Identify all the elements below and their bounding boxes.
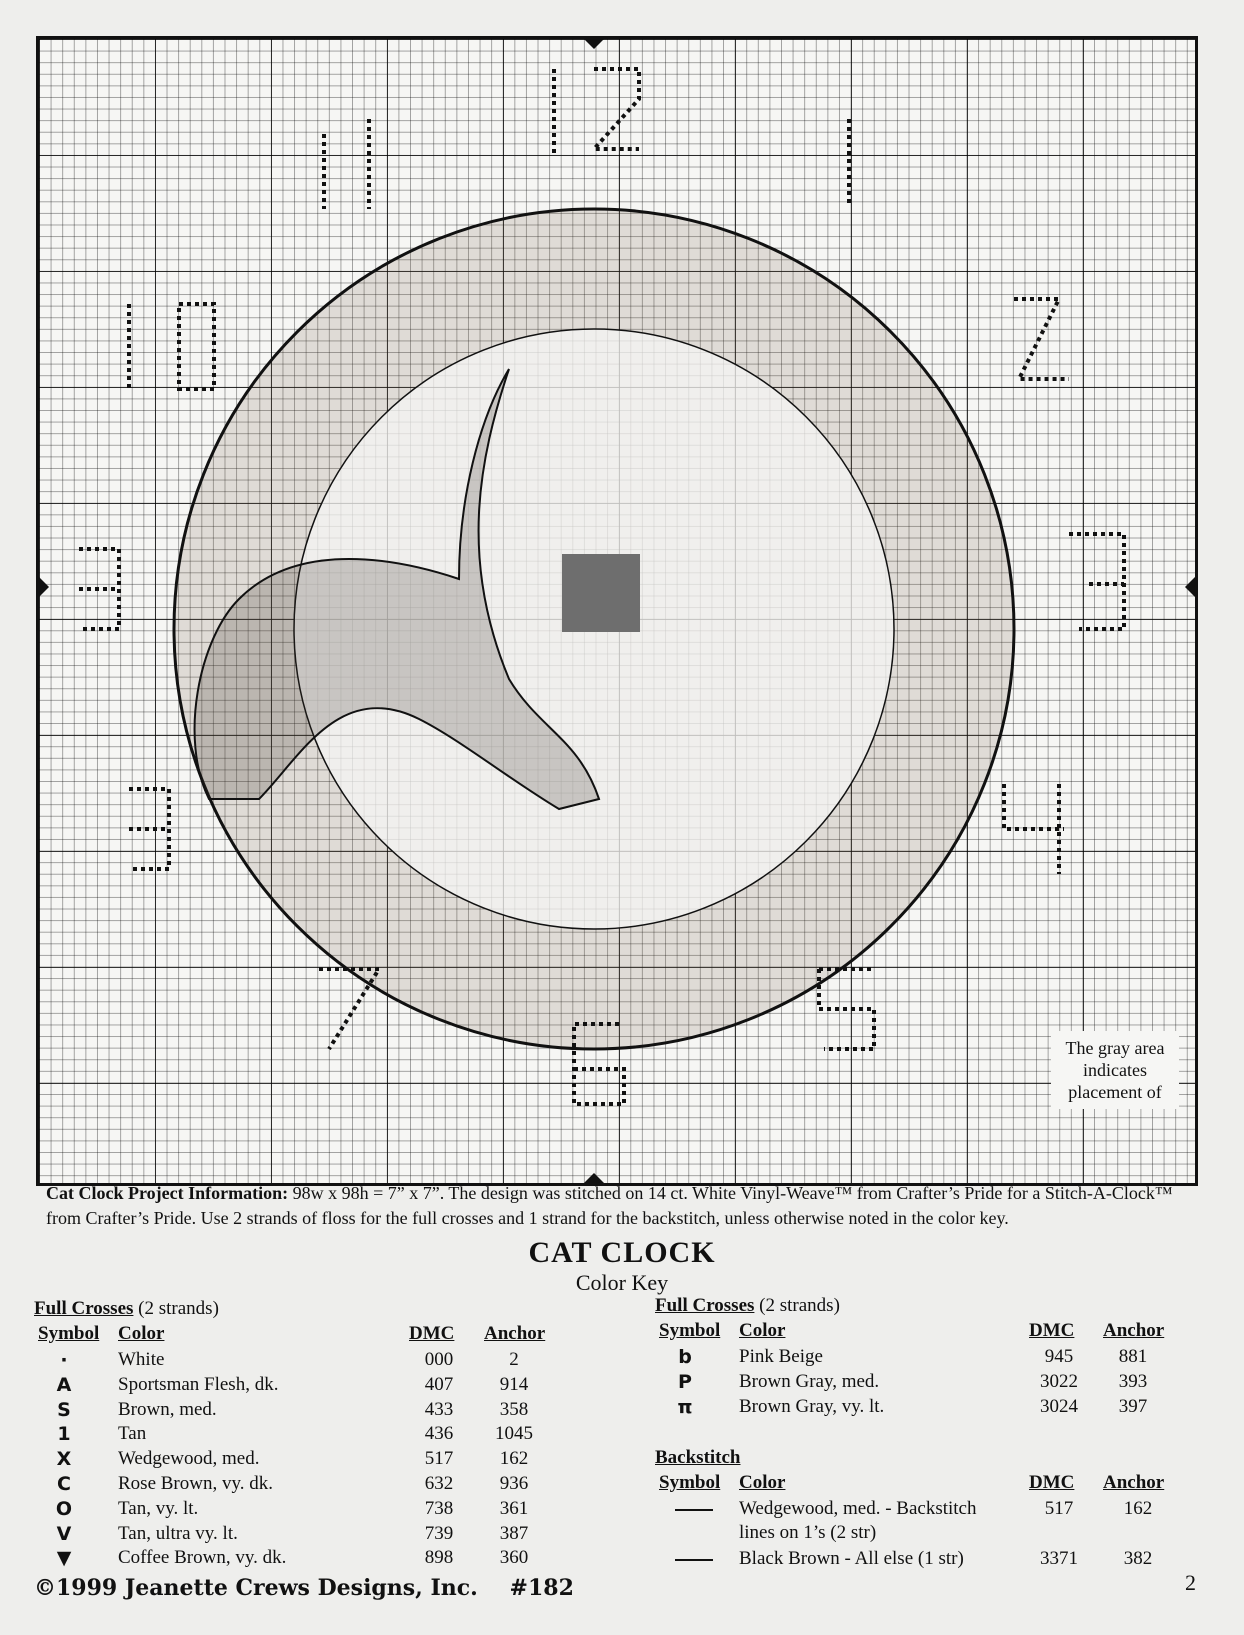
- left-section-note: (2 strands): [138, 1298, 219, 1319]
- header-color: Color: [118, 1323, 165, 1344]
- color-key-subtitle: Color Key: [575, 1270, 669, 1295]
- key-color-name: Pink Beige: [739, 1346, 823, 1367]
- key-symbol: X: [56, 1448, 72, 1471]
- header-symbol: Symbol: [659, 1472, 721, 1493]
- backstitch-anchor: 162: [1123, 1498, 1153, 1519]
- backstitch-header: [655, 1471, 1195, 1495]
- key-anchor-number: 914: [499, 1373, 529, 1395]
- numeral-4: [1004, 784, 1064, 874]
- key-dmc-number: 632: [424, 1473, 454, 1494]
- header-dmc: DMC: [1029, 1472, 1075, 1493]
- key-symbol: P: [678, 1370, 692, 1393]
- header-anchor: Anchor: [484, 1323, 546, 1344]
- key-dmc-number: 898: [424, 1547, 454, 1569]
- key-anchor-number: 397: [1118, 1395, 1148, 1417]
- numeral-10: [129, 304, 214, 389]
- backstitch-row-continued: [655, 1521, 1195, 1545]
- clock-movement-area: [562, 554, 640, 632]
- numeral-2: [1014, 299, 1069, 379]
- key-dmc-number: 517: [424, 1448, 454, 1470]
- header-anchor: Anchor: [1103, 1320, 1165, 1341]
- key-color-name: Tan, ultra vy. lt.: [118, 1522, 238, 1544]
- key-row: [34, 1348, 574, 1372]
- header-color: Color: [739, 1320, 786, 1341]
- project-info-label: Cat Clock Project Information:: [46, 1183, 289, 1203]
- backstitch-dmc: 3371: [1040, 1548, 1078, 1569]
- key-dmc-number: 738: [424, 1497, 454, 1519]
- backstitch-anchor: 382: [1123, 1548, 1153, 1569]
- backstitch-line-symbol: [675, 1497, 713, 1521]
- key-symbol: b: [678, 1346, 692, 1368]
- key-color-name: White: [118, 1349, 165, 1370]
- project-info-text: 98w x 98h = 7” x 7”. The design was stitched on 14 ct. White Vinyl-Weave™ from Crafter’s Pride for a Stitch-A-Clock™ from Crafter’s Pride. Use 2 strands of floss for the full crosses and 1 strand for the backstitch, unless otherwise noted in the color key.: [46, 1183, 1173, 1228]
- left-center-marker: [39, 577, 49, 597]
- key-row: [34, 1472, 574, 1496]
- key-symbol: 1: [57, 1423, 71, 1446]
- header-symbol: Symbol: [659, 1320, 721, 1341]
- numeral-9: [79, 549, 119, 629]
- key-row: [655, 1395, 1195, 1419]
- key-color-name: Coffee Brown, vy. dk.: [118, 1547, 287, 1569]
- key-anchor-number: 358: [499, 1398, 529, 1420]
- key-color-name: Rose Brown, vy. dk.: [118, 1473, 273, 1494]
- numeral-3: [1069, 534, 1124, 629]
- left-key-header: [34, 1322, 574, 1346]
- key-row: [34, 1447, 574, 1471]
- right-section-title: Full Crosses: [655, 1295, 755, 1316]
- gray-area-note: The gray area indicates placement of: [1051, 1031, 1179, 1109]
- key-color-name: Tan: [118, 1423, 147, 1445]
- numeral-11: [324, 119, 369, 209]
- key-anchor-number: 360: [499, 1547, 529, 1569]
- key-dmc-number: 945: [1044, 1346, 1074, 1367]
- key-dmc-number: 433: [424, 1398, 454, 1420]
- left-section-title: Full Crosses: [34, 1298, 134, 1319]
- header-color: Color: [739, 1472, 786, 1493]
- backstitch-row: [655, 1497, 1195, 1521]
- key-symbol: A: [56, 1373, 72, 1396]
- key-row: [655, 1345, 1195, 1369]
- header-symbol: Symbol: [38, 1323, 100, 1344]
- chart-artwork: [39, 39, 1195, 1183]
- key-color-name: Wedgewood, med.: [118, 1448, 260, 1470]
- backstitch-section-title: Backstitch: [655, 1447, 741, 1468]
- key-symbol: ·: [60, 1349, 68, 1371]
- cross-stitch-chart: [36, 36, 1198, 1186]
- page-number: 2: [1185, 1570, 1196, 1595]
- key-color-name: Brown, med.: [118, 1398, 217, 1420]
- backstitch-line-symbol: [675, 1547, 713, 1571]
- key-anchor-number: 2: [509, 1349, 519, 1370]
- key-symbol: C: [57, 1473, 71, 1495]
- key-dmc-number: 3022: [1040, 1370, 1078, 1392]
- key-dmc-number: 739: [424, 1522, 454, 1544]
- top-center-marker: [584, 39, 604, 49]
- backstitch-color: Wedgewood, med. - Backstitch: [739, 1498, 977, 1519]
- key-anchor-number: 387: [499, 1522, 529, 1544]
- header-dmc: DMC: [1029, 1320, 1075, 1341]
- key-dmc-number: 407: [424, 1373, 454, 1395]
- key-anchor-number: 162: [499, 1448, 529, 1470]
- header-dmc: DMC: [409, 1323, 455, 1344]
- key-color-name: Brown Gray, med.: [739, 1370, 880, 1392]
- key-row: [34, 1522, 574, 1546]
- key-dmc-number: 436: [424, 1423, 454, 1445]
- key-row: [34, 1398, 574, 1422]
- key-row: [655, 1370, 1195, 1394]
- key-symbol: O: [55, 1497, 73, 1520]
- footer: [34, 1575, 574, 1601]
- key-symbol: ▼: [56, 1547, 72, 1570]
- key-symbol: V: [56, 1522, 72, 1545]
- copyright: ©1999 Jeanette Crews Designs, Inc.: [34, 1575, 478, 1601]
- pattern-number: #182: [509, 1575, 574, 1601]
- right-section-note: (2 strands): [759, 1295, 840, 1316]
- header-anchor: Anchor: [1103, 1472, 1165, 1493]
- key-color-name: Tan, vy. lt.: [118, 1497, 199, 1519]
- numeral-8: [129, 789, 169, 869]
- key-anchor-number: 881: [1118, 1346, 1148, 1367]
- key-row: [34, 1497, 574, 1521]
- project-info: [46, 1181, 1196, 1231]
- numeral-5: [819, 969, 874, 1049]
- key-row: [34, 1546, 574, 1570]
- backstitch-color-continued: lines on 1’s (2 str): [739, 1522, 877, 1543]
- numeral-7: [319, 969, 379, 1049]
- key-anchor-number: 1045: [495, 1423, 533, 1445]
- right-center-marker: [1185, 577, 1195, 597]
- key-anchor-number: 361: [499, 1497, 529, 1519]
- numeral-12: [554, 69, 639, 154]
- right-key-header: [655, 1319, 1195, 1343]
- key-row: [34, 1373, 574, 1397]
- backstitch-row: [655, 1547, 1195, 1571]
- key-dmc-number: 000: [424, 1349, 454, 1370]
- page-title: CAT CLOCK: [528, 1236, 716, 1269]
- key-dmc-number: 3024: [1040, 1395, 1078, 1417]
- key-anchor-number: 393: [1118, 1370, 1148, 1392]
- key-color-name: Sportsman Flesh, dk.: [118, 1373, 279, 1395]
- backstitch-color: Black Brown - All else (1 str): [739, 1548, 964, 1569]
- backstitch-dmc: 517: [1044, 1498, 1074, 1519]
- key-row: [34, 1422, 574, 1446]
- key-symbol: π: [677, 1395, 693, 1418]
- key-symbol: S: [57, 1398, 71, 1421]
- key-color-name: Brown Gray, vy. lt.: [739, 1395, 885, 1417]
- key-anchor-number: 936: [499, 1473, 529, 1494]
